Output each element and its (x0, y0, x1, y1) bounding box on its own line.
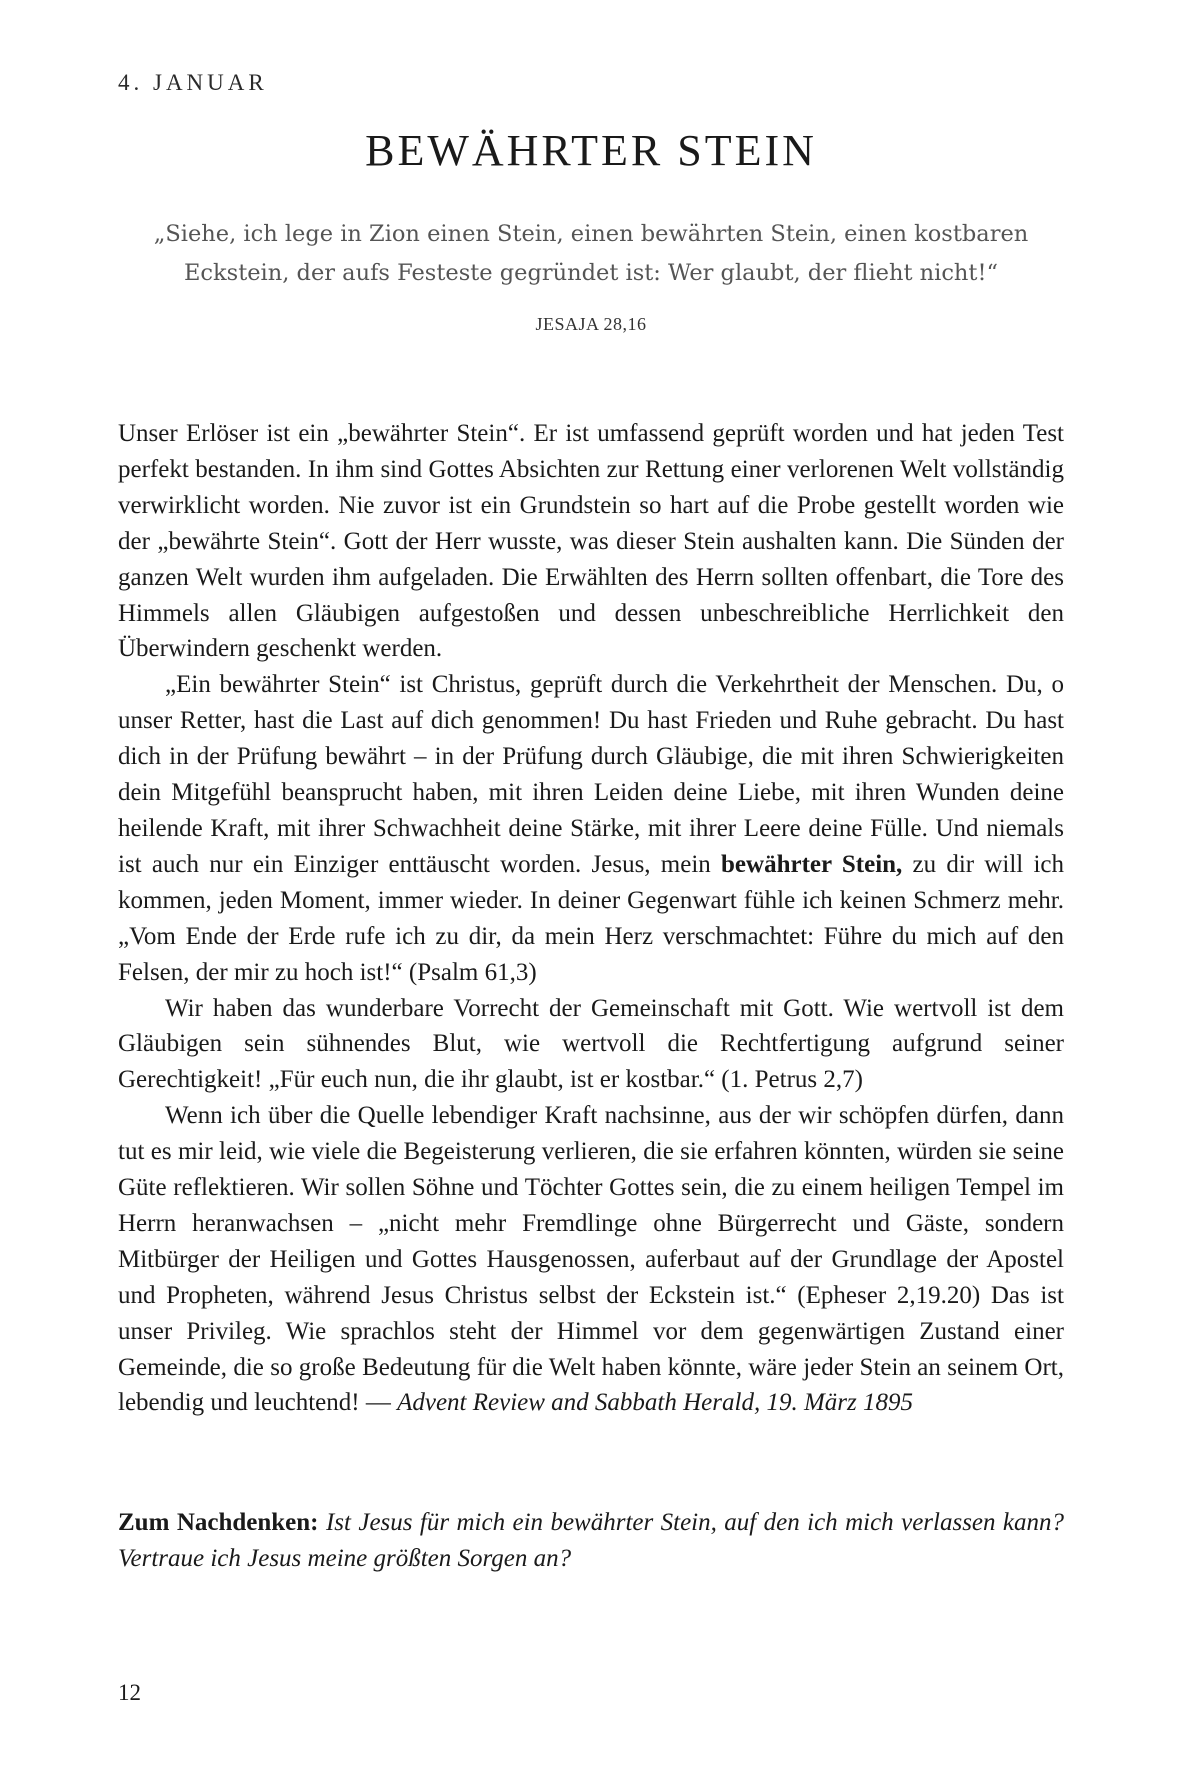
page-title: BEWÄHRTER STEIN (365, 126, 817, 175)
bible-verse: „Siehe, ich lege in Zion einen Stein, einen bewährten Stein, einen kostbaren Eckstein, der aufs Festeste gegründet ist: Wer glaubt, der flieht nicht!“ (153, 221, 1029, 286)
paragraph-4 (118, 1098, 1064, 1421)
paragraph-4-text: Wenn ich über die Quelle lebendiger Kraft nachsinne, aus der wir schöpfen dürfen, dann tut es mir leid, wie viele die Begeisterung verlieren, die sie erfahren könnten, würden sie seine Güte reflektieren. Wir sollen Söhne und Töchter Gottes sein, die zu einem heiligen Tempel im Herrn heranwachsen – „nicht mehr Fremdlinge ohne Bürgerrecht und Gäste, sondern Mitbürger der Heiligen und Gottes Hausgenossen, auferbaut auf der Grundlage der Apostel und Propheten, während Jesus Christus selbst der Eckstein ist.“ (Epheser 2,19.20) Das ist unser Privileg. Wie sprachlos steht der Himmel vor dem gegenwärtigen Zustand einer Gemeinde, die so große Bedeutung für die Welt haben könnte, wäre jeder Stein an seinem Ort, lebendig und leuchtend! — (118, 1102, 1064, 1417)
devotional-body (118, 416, 1064, 1421)
source-citation: Advent Review and Sabbath Herald, 19. März 1895 (397, 1389, 913, 1417)
paragraph-1: Unser Erlöser ist ein „bewährter Stein“. Er ist umfassend geprüft worden und hat jeden Test perfekt bestanden. In ihm sind Gottes Absichten zur Rettung einer verlorenen Welt vollständig verwirklicht worden. Nie zuvor ist ein Grundstein so hart auf die Probe gestellt worden wie der „bewährte Stein“. Gott der Herr wusste, was dieser Stein aushalten kann. Die Sünden der ganzen Welt wurden ihm aufgeladen. Die Erwählten des Herrn sollten offenbart, die Tore des Himmels allen Gläubigen aufgestoßen und dessen unbeschreibliche Herrlichkeit den Überwindern geschenkt werden. (118, 420, 1064, 663)
verse-reference: JESAJA 28,16 (535, 314, 647, 334)
reflection-label: Zum Nachdenken: (118, 1509, 319, 1536)
reflection-question: Ist Jesus für mich ein bewährter Stein, auf den ich mich verlassen kann? Vertraue ich Jesus meine größten Sorgen an? (118, 1509, 1065, 1572)
reflection-section (118, 1505, 1064, 1577)
page-date: 4. JANUAR (118, 70, 268, 95)
paragraph-3: Wir haben das wunderbare Vorrecht der Gemeinschaft mit Gott. Wie wertvoll ist dem Gläubigen sein sühnendes Blut, wie wertvoll die Rechtfertigung aufgrund seiner Gerechtigkeit! „Für euch nun, die ihr glaubt, ist er kostbar.“ (1. Petrus 2,7) (118, 994, 1064, 1094)
page-number: 12 (118, 1680, 141, 1705)
emphasis-bewaehrter-stein: bewährter Stein, (721, 850, 903, 878)
paragraph-2-text-b: zu dir will ich kommen, jeden Moment, immer wieder. In deiner Gegenwart fühle ich keinen Schmerz mehr. „Vom Ende der Erde rufe ich zu dir, da mein Herz verschmachtet: Führe du mich auf den Felsen, der mir zu hoch ist!“ (Psalm 61,3) (118, 850, 1065, 986)
paragraph-2-text-a: „Ein bewährter Stein“ ist Christus, geprüft durch die Verkehrtheit der Menschen. Du, o unser Retter, hast die Last auf dich genommen! Du hast Frieden und Ruhe gebracht. Du hast dich in der Prüfung bewährt – in der Prüfung durch Gläubige, die mit ihren Schwierigkeiten dein Mitgefühl beansprucht haben, mit ihren Leiden deine Liebe, mit ihren Wunden deine heilende Kraft, mit ihrer Schwachheit deine Stärke, mit ihrer Leere deine Fülle. Und niemals ist auch nur ein Einziger enttäuscht worden. Jesus, mein (118, 671, 1064, 878)
paragraph-2 (118, 667, 1064, 990)
